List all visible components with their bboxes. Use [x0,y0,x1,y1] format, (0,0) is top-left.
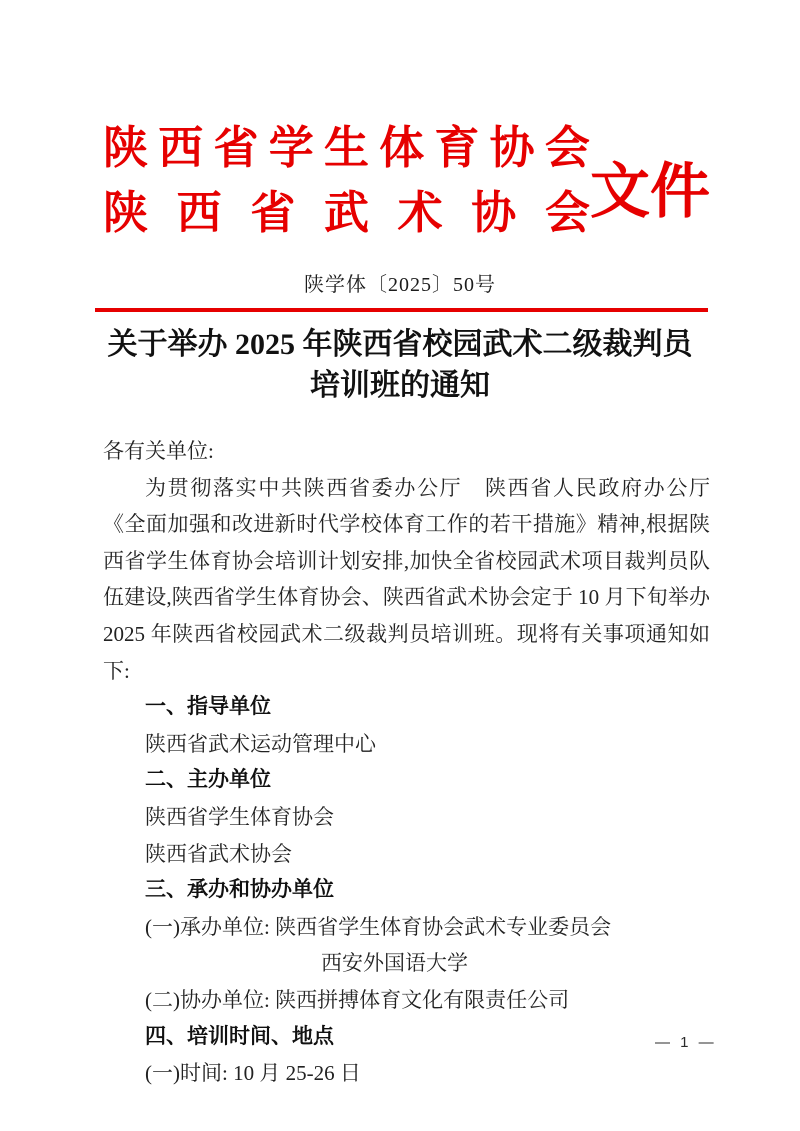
guiding-unit-item: 陕西省武术运动管理中心 [145,731,376,756]
document-number: 陕学体〔2025〕50号 [304,274,496,296]
section-heading-time-location: 四、培训时间、地点 [145,1024,334,1048]
host-unit-item-2: 陕西省武术协会 [145,841,292,866]
section-heading-guiding-unit: 一、指导单位 [145,695,271,719]
host-unit-item-1: 陕西省学生体育协会 [145,804,334,829]
section-heading-host-units: 二、主办单位 [145,768,271,792]
document-word: 文件 [590,159,710,225]
intro-paragraph: 为贯彻落实中共陕西省委办公厅 陕西省人民政府办公厅《全面加强和改进新时代学校体育工作的若干措施》精神,根据陕西省学生体育协会培训计划安排,加快全省校园武术项目裁判员队伍建设,陕西省学生体育协会、陕西省武术协会定于 10 月下旬举办 2025 年陕西省校园武术二级裁判员培训班。现将有关事项通知如下: [103,475,710,683]
document-title [50,324,750,406]
document-body [103,433,710,1092]
document-title-line1: 关于举办 2025 年陕西省校园武术二级裁判员 [107,328,693,361]
training-time-item: (一)时间: 10 月 25-26 日 [145,1061,361,1086]
red-divider-rule [95,308,708,312]
letterhead [0,0,800,246]
co-organizer-unit-item: (二)协办单位: 陕西拼搏体育文化有限责任公司 [145,987,570,1012]
organizer-unit-item: (一)承办单位: 陕西省学生体育协会武术专业委员会 [145,914,612,939]
page-number: — 1 — [655,1034,717,1051]
org-name-line1: 陕 西 省 学 生 体 育 协 会 [103,123,590,173]
salutation: 各有关单位: [103,439,214,463]
document-title-line2: 培训班的通知 [310,369,490,402]
issuing-organizations [103,116,590,246]
organizer-unit-item-continuation: 西安外国语大学 [321,951,468,976]
org-name-line2: 陕 西 省 武 术 协 会 [103,188,590,238]
section-heading-organizer-units: 三、承办和协办单位 [145,878,334,902]
